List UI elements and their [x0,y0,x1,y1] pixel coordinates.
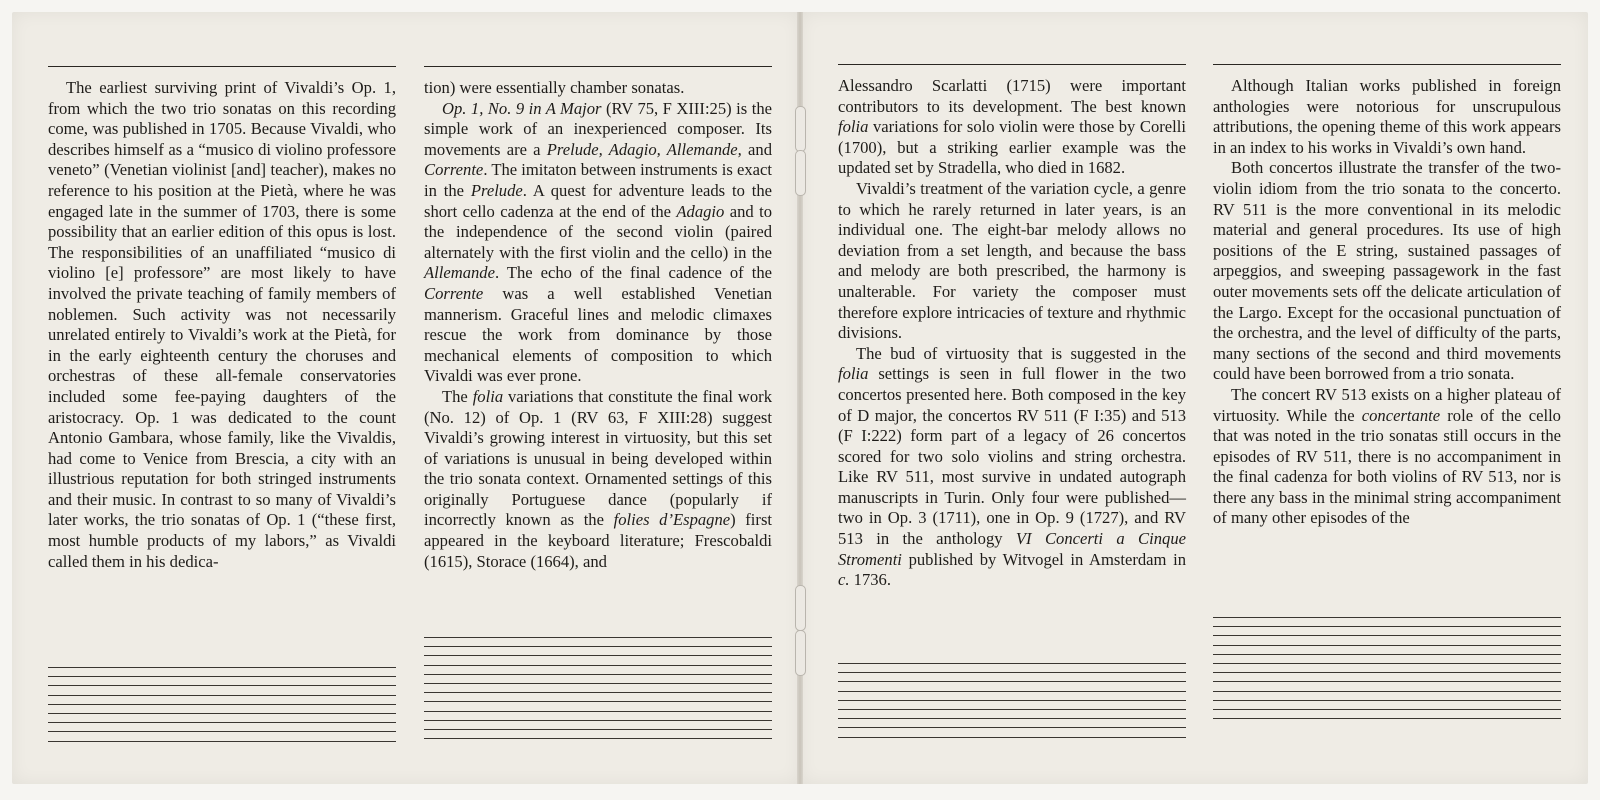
paragraph [838,76,1186,179]
italic-run: folia [472,386,504,406]
text-run: The earliest surviving print of Vivaldi’s Op. 1, from which the two trio sonatas on this recording come, was published in 1705. Because Vivaldi, who describes himself as a “musico di violino professore veneto” (Venetian violinist [and] teacher), makes no reference to his position at the Pietà, where he was engaged late in the summer of 1703, there is some possibility that an earlier edition of this opus is lost. The responsibilities of an unaffiliated “musico di violino [e] professore” are most likely to have involved the private teaching of family members of noblemen. Such activity was not necessarily unrelated entirely to Vivaldi’s work at the Pietà, for in the early eighteenth century the choruses and orchestras of these all-female conservatories included some fee-paying daughters of the aristocracy. Op. 1 was dedicated to the count Antonio Gambara, whose family, like the Vivaldis, had come to Venice from Brescia, a city with an illustrious reputation for both stringed instruments and their music. In contrast to so many of Vivaldi’s later works, the trio sonatas of Op. 1 (“these first, most humble products of my labors,” as Vivaldi called them in his dedica- [48,78,396,571]
italic-run: VI Concerti a Cinque Stromenti [838,529,1186,569]
writing-line [48,676,396,677]
writing-line [1213,718,1561,719]
text-run: The [442,386,473,406]
text-run: . The echo of the final cadence of the [494,263,772,283]
text-run: variations that constitute the final work (No. 12) of Op. 1 (RV 63, F XIII:28) suggest Vivaldi’s growing interest in virtuosity, but this set of variations is unusual in being developed within the trio sonata context. Ornamented settings of this originally Portuguese dance (popularly if incorrectly known as the [424,386,773,530]
writing-line [48,722,396,723]
writing-line [838,663,1186,664]
column-top-rule [48,66,396,67]
column-text [838,76,1186,591]
italic-run: Corrente [424,160,484,180]
writing-line [838,691,1186,692]
text-run: settings is seen in full flower in the two concertos presented here. Both composed in the key of D major, the concertos RV 511 (F I:35) and 513 (F I:222) form part of a legacy of 26 concertos scored for two solo violins and string orchestra. Like RV 511, most survive in undated autograph manuscripts in Turin. Only four were published—two in Op. 3 (1711), one in Op. 9 (1727), and RV 513 in the anthology [838,364,1186,549]
writing-line [424,738,772,739]
writing-line [1213,654,1561,655]
paragraph [424,99,772,387]
text-run: . A quest for adventure leads to the short cello cadenza at the end of the [424,180,772,221]
text-run: Although Italian works published in foreign anthologies were notorious for unscrupulous attributions, the opening theme of this work appears in an index to his works in Vivaldi’s own hand. [1213,76,1561,157]
writing-line [838,727,1186,728]
writing-line [48,731,396,732]
column-text [48,78,396,572]
text-run: (RV 75, F XIII:25) is the simple work of an inexperienced composer. Its movements are a [424,98,772,159]
writing-line [424,720,772,721]
writing-line [1213,691,1561,692]
writing-line [838,718,1186,719]
writing-line [48,667,396,668]
column-top-rule [1213,64,1561,65]
text-run: variations for solo violin were those by Corelli (1700), but a striking earlier example was the updated set by Stradella, who died in 1682. [838,117,1186,178]
writing-line [424,683,772,684]
text-run: ) first appeared in the keyboard literature; Frescobaldi (1615), Storace (1664), and [424,510,773,571]
lined-space [838,663,1186,746]
staple-bottom-lower [795,630,806,676]
italic-run: Adagio [676,201,725,221]
writing-line [424,729,772,730]
italic-run: c. [838,570,850,590]
lined-space [424,637,772,747]
paragraph [424,78,772,99]
text-run: published by Witvogel in Amsterdam in [901,549,1186,569]
writing-line [838,709,1186,710]
writing-line [838,672,1186,673]
lined-space [1213,617,1561,727]
italic-run: folies d’Espagne [613,510,731,530]
writing-line [48,713,396,714]
italic-run: Allemande [424,263,495,283]
writing-line [48,741,396,742]
writing-line [424,701,772,702]
text-run: role of the cello that was noted in the trio sonatas still occurs in the episodes of RV 511, there is no accompaniment in the final cadenza for both violins of RV 513, nor is there any bass in the minimal string accompaniment of many other episodes of the [1213,405,1561,528]
writing-line [1213,635,1561,636]
lined-space [48,667,396,750]
writing-line [48,695,396,696]
text-run: The bud of virtuosity that is suggested in the [856,343,1186,363]
italic-run: Prelude [470,180,523,200]
staple-bottom [795,585,806,631]
writing-line [424,692,772,693]
writing-line [424,637,772,638]
paragraph [1213,158,1561,385]
text-run: tion) were essentially chamber sonatas. [424,78,685,97]
italic-run: Op. 1, No. 9 in A Major [442,98,602,118]
column-text [1213,76,1561,529]
writing-line [424,665,772,666]
text-run: The concert RV 513 exists on a higher plateau of virtuosity. While the [1213,384,1561,425]
column-top-rule [838,64,1186,65]
text-run: Alessandro Scarlatti (1715) were important contributors to its development. The best known [838,76,1186,116]
writing-line [424,655,772,656]
staple-top-lower [795,150,806,196]
writing-line [424,711,772,712]
writing-line [48,704,396,705]
text-run: Vivaldi’s treatment of the variation cycle, a genre to which he rarely returned in later years, is an individual one. The eight-bar melody allows no deviation from a set length, and because the bass and melody are both prescribed, the harmony is unalterable. For variety the composer must therefore explore intricacies of texture and rhythmic divisions. [838,178,1186,343]
writing-line [1213,709,1561,710]
paragraph [1213,76,1561,158]
writing-line [424,646,772,647]
staple-top [795,106,806,152]
writing-line [1213,626,1561,627]
writing-line [1213,645,1561,646]
text-run: and [741,139,772,159]
italic-run: concertante [1361,405,1441,425]
column-top-rule [424,66,772,67]
italic-run: Prelude, Adagio, Allemande, [546,139,742,159]
paragraph [838,344,1186,591]
text-run: 1736. [849,570,891,590]
column-text [424,78,772,572]
writing-line [1213,663,1561,664]
paragraph [1213,385,1561,529]
writing-line [838,737,1186,738]
writing-line [838,681,1186,682]
text-run: . The imitaton between instruments is exact in the [424,160,772,200]
writing-line [1213,681,1561,682]
text-run: and to the independence of the second violin (paired alternately with the first violin and the cello) in the [424,201,773,262]
writing-line [424,674,772,675]
writing-line [1213,617,1561,618]
text-run: Both concertos illustrate the transfer of the two-violin idiom from the trio sonata to the concerto. RV 511 is the more conventional in its melodic material and general procedures. Its use of high positions of the E string, sustained passages of arpeggios, and sweeping passagework in the fast outer movements sets off the delicate articulation of the Largo. Except for the occasional punctuation of the orchestra, and the level of difficulty of the parts, many sections of the second and third movements could have been borrowed from a trio sonata. [1213,158,1561,384]
paragraph [838,179,1186,344]
paragraph [48,78,396,572]
writing-line [1213,672,1561,673]
paragraph [424,387,772,572]
italic-run: Corrente [424,283,484,303]
writing-line [1213,700,1561,701]
writing-line [838,700,1186,701]
writing-line [48,685,396,686]
italic-run: folia [838,117,869,137]
italic-run: folia [838,364,869,384]
text-run: was a well established Venetian mannerism. Graceful lines and melodic climaxes rescue the work from dominance by those mechanical elements of composition to which Vivaldi was ever prone. [424,283,772,386]
